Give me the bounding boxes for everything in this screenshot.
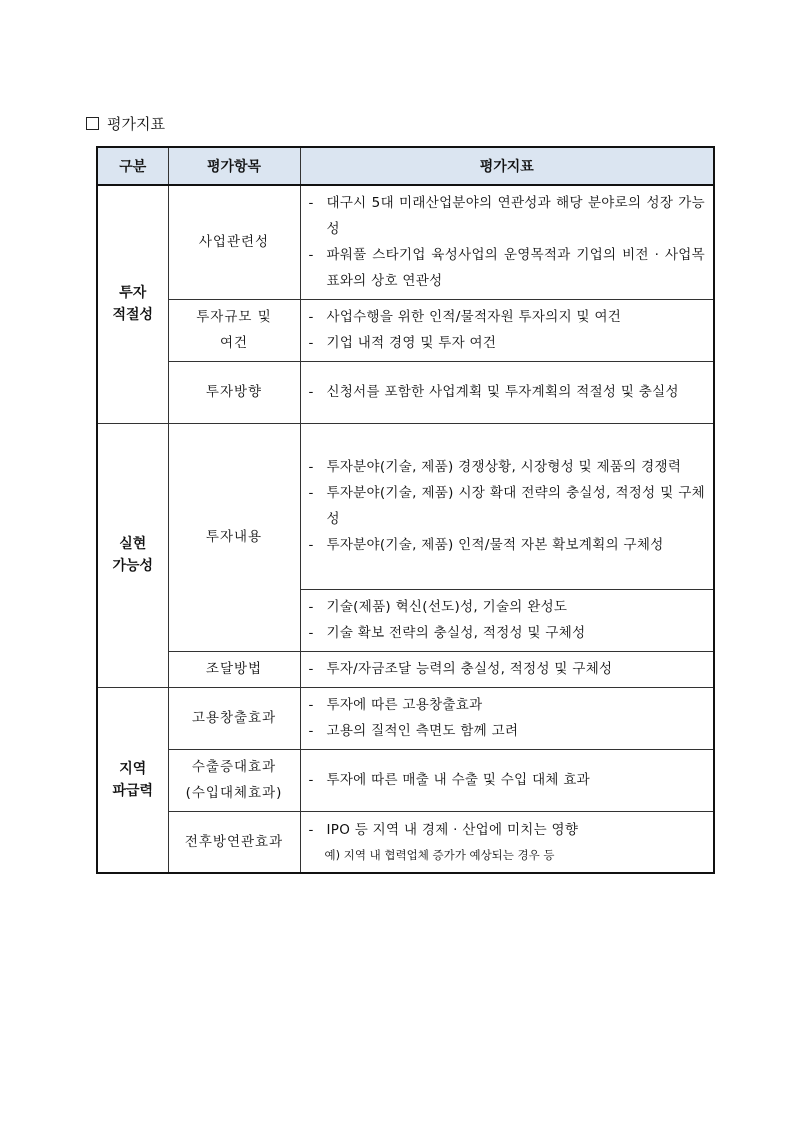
category-cell xyxy=(97,185,168,423)
criteria-cell xyxy=(300,589,714,651)
criteria-line: - 사업수행을 위한 인적/물적자원 투자의지 및 여건 xyxy=(308,309,622,325)
table-row xyxy=(97,423,714,589)
criteria-line: - 기업 내적 경영 및 투자 여건 xyxy=(308,335,497,351)
category-label: 적절성 xyxy=(112,307,154,324)
criteria-cell xyxy=(300,423,714,589)
section-title xyxy=(86,112,165,134)
criteria-line: - IPO 등 지역 내 경제 · 산업에 미치는 영향 xyxy=(308,821,579,838)
criteria-line: - 기술(제품) 혁신(선도)성, 기술의 완성도 xyxy=(308,599,568,615)
header-criteria: 평가지표 xyxy=(300,147,714,185)
item-label: 투자내용 xyxy=(205,529,263,545)
criteria-line: - 고용의 질적인 측면도 함께 고려 xyxy=(308,723,519,739)
table-row xyxy=(97,749,714,811)
section-title-text: 평가지표 xyxy=(107,114,165,133)
category-label: 투자 xyxy=(119,285,147,302)
criteria-cell xyxy=(300,811,714,873)
criteria-line: - 기술 확보 전략의 충실성, 적정성 및 구체성 xyxy=(308,625,586,641)
criteria-cell xyxy=(300,687,714,749)
category-cell xyxy=(97,687,168,873)
table-row xyxy=(97,811,714,873)
category-label: 가능성 xyxy=(112,558,154,574)
criteria-line: - 신청서를 포함한 사업계획 및 투자계획의 적절성 및 충실성 xyxy=(308,384,679,400)
criteria-cell xyxy=(300,185,714,299)
item-label: 투자규모 및 xyxy=(196,309,272,325)
criteria-cell xyxy=(300,299,714,361)
header-item: 평가항목 xyxy=(168,147,300,185)
criteria-line: - 투자분야(기술, 제품) 시장 확대 전략의 충실성, 적정성 및 구체성 xyxy=(308,485,705,527)
checkbox-icon xyxy=(86,117,99,130)
criteria-line: - 투자에 따른 매출 내 수출 및 수입 대체 효과 xyxy=(308,772,591,788)
table-header-row xyxy=(97,147,714,185)
item-cell xyxy=(168,687,300,749)
evaluation-table xyxy=(96,146,715,874)
criteria-line: - 대구시 5대 미래산업분야의 연관성과 해당 분야로의 성장 가능성 xyxy=(308,195,705,238)
criteria-note: 예) 지역 내 협력업체 증가가 예상되는 경우 등 xyxy=(324,847,555,862)
criteria-cell xyxy=(300,749,714,811)
item-cell xyxy=(168,299,300,361)
item-cell xyxy=(168,185,300,299)
item-cell xyxy=(168,811,300,873)
item-label: 전후방연관효과 xyxy=(184,833,284,850)
header-category: 구분 xyxy=(97,147,168,185)
table-row xyxy=(97,299,714,361)
criteria-line: - 투자분야(기술, 제품) 인적/물적 자본 확보계획의 구체성 xyxy=(308,537,664,553)
item-cell xyxy=(168,423,300,651)
item-label: (수입대체효과) xyxy=(185,785,283,801)
item-cell xyxy=(168,361,300,423)
category-label: 실현 xyxy=(119,536,147,552)
category-label: 파급력 xyxy=(112,782,154,799)
criteria-cell xyxy=(300,651,714,687)
criteria-line: - 투자에 따른 고용창출효과 xyxy=(308,697,483,713)
table-row xyxy=(97,185,714,299)
item-label: 여건 xyxy=(219,335,249,351)
item-cell xyxy=(168,749,300,811)
item-label: 수출증대효과 xyxy=(191,759,277,775)
item-cell xyxy=(168,651,300,687)
criteria-line: - 투자/자금조달 능력의 충실성, 적정성 및 구체성 xyxy=(308,661,613,677)
item-label: 투자방향 xyxy=(205,384,263,400)
criteria-line: - 파워풀 스타기업 육성사업의 운영목적과 기업의 비전 · 사업목표와의 상호 연관성 xyxy=(308,247,705,290)
item-label: 고용창출효과 xyxy=(191,710,277,726)
table-row xyxy=(97,687,714,749)
category-cell xyxy=(97,423,168,687)
criteria-line: - 투자분야(기술, 제품) 경쟁상황, 시장형성 및 제품의 경쟁력 xyxy=(308,459,682,475)
table-row xyxy=(97,361,714,423)
criteria-cell xyxy=(300,361,714,423)
item-label: 사업관련성 xyxy=(198,234,270,251)
table-row xyxy=(97,651,714,687)
item-label: 조달방법 xyxy=(205,661,263,677)
category-label: 지역 xyxy=(119,760,147,777)
